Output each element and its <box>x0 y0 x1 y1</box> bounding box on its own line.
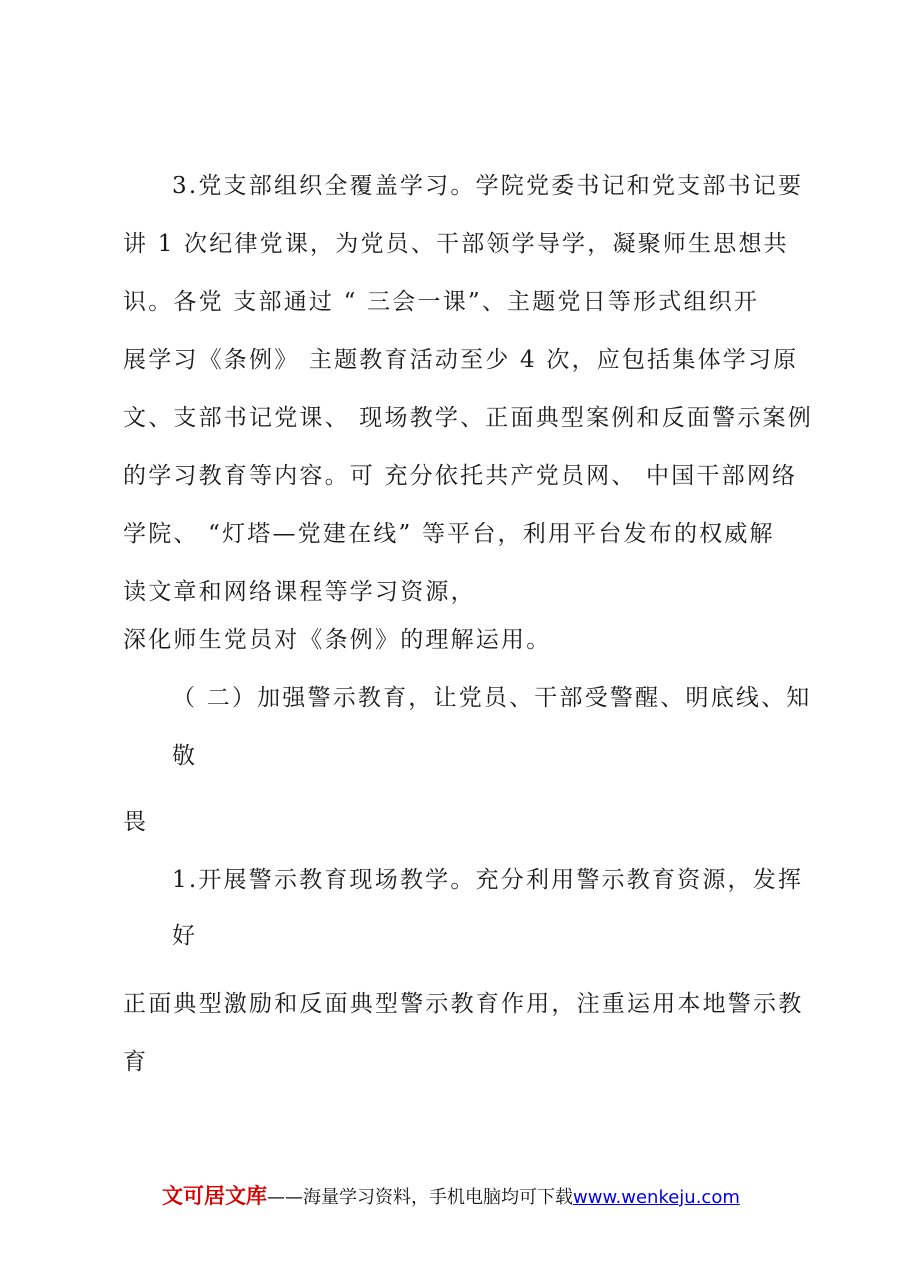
text-line: 展学习《条例》 主题教育活动至少 4 次，应包括集体学习原 <box>123 347 799 373</box>
footer-site-link[interactable]: www.wenkeju.com <box>573 1187 740 1208</box>
text-line: 3.党支部组织全覆盖学习。学院党委书记和党支部书记要 <box>172 173 804 199</box>
text-line: 深化师生党员对《条例》的理解运用。 <box>123 627 552 653</box>
section-heading-continuation: 敬 <box>172 743 198 769</box>
text-line: 育 <box>123 1049 149 1075</box>
text-line: 文、支部书记党课、 现场教学、正面典型案例和反面警示案例 <box>123 405 813 431</box>
section-heading-continuation: 畏 <box>123 809 149 835</box>
footer-tagline: ——海量学习资料，手机电脑均可下载 <box>267 1187 573 1208</box>
text-line: 正面典型激励和反面典型警示教育作用，注重运用本地警示教 <box>123 991 804 1017</box>
text-line: 读文章和网络课程等学习资源， <box>123 579 476 605</box>
text-line: 学院、 “灯塔—党建在线” 等平台，利用平台发布的权威解 <box>123 521 775 547</box>
text-line: 识。各党 支部通过 “ 三会一课”、主题党日等形式组织开 <box>123 289 760 315</box>
footer-banner <box>162 1184 740 1210</box>
text-line: 1.开展警示教育现场教学。充分利用警示教育资源，发挥 <box>172 867 804 893</box>
text-line: 好 <box>172 923 198 949</box>
text-line: 讲 1 次纪律党课，为党员、干部领学导学，凝聚师生思想共 <box>123 231 789 257</box>
text-line: 的学习教育等内容。可 充分依托共产党员网、 中国干部网络 <box>123 463 798 489</box>
section-heading: （ 二）加强警示教育，让党员、干部受警醒、明底线、知 <box>172 685 812 711</box>
footer-brand: 文可居文库 <box>162 1184 267 1208</box>
